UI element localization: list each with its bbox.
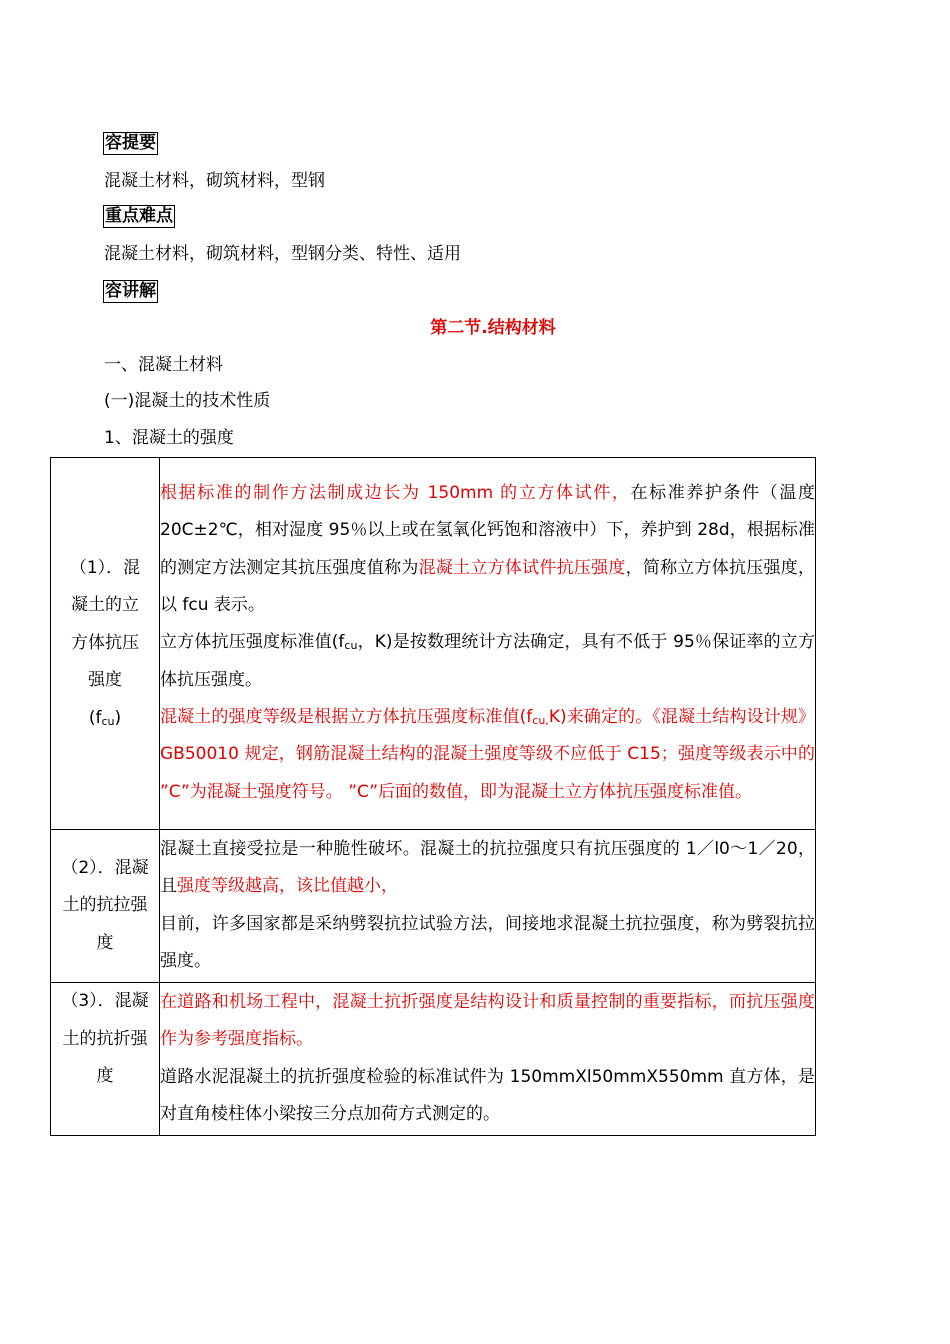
paragraph: 立方体抗压强度标准值($f_{cu}$，K)是按数理统计方法确定，具有不低于 95％保证率的立方体抗压强度。 [160, 632, 815, 690]
paragraph: 混凝土的强度等级是根据立方体抗压强度标准值$(f_{cu,}K)$来确定的。《混凝土结构设计规》GB50010 规定，钢筋混凝土结构的混凝土强度等级不应低于 C15；强度等级表示中的 ”C”为混凝土强度符号。 ”C”后面的数值，即为混凝土立方体抗压强度标准值。 [160, 706, 815, 802]
row-label-symbol: $(f_{cu})$ [88, 707, 122, 728]
row-label-text: （1）．混凝土的立方体抗压强度 [69, 557, 141, 691]
row-content-tensile [160, 830, 816, 983]
summary-heading: 容提要 [105, 133, 156, 153]
heading-level-2: (一)混凝土的技术性质 [104, 391, 271, 411]
row-content-compressive [160, 458, 816, 830]
key-points-text: 混凝土材料，砌筑材料，型钢分类、特性、适用 [104, 244, 461, 264]
row-label-compressive [51, 458, 160, 830]
summary-text: 混凝土材料，砌筑材料，型钢 [104, 171, 325, 191]
table-row [51, 830, 816, 983]
heading-level-1: 一、混凝土材料 [104, 355, 223, 375]
heading-level-3: 1、混凝土的强度 [104, 428, 234, 448]
paragraph: 道路水泥混凝土的抗折强度检验的标准试件为 150mmXl50mmX550mm 直方体，是对直角棱柱体小梁按三分点加荷方式测定的。 [160, 1066, 815, 1125]
table-row [51, 983, 816, 1136]
lecture-heading: 容讲解 [105, 281, 156, 301]
paragraph: 混凝土直接受拉是一种脆性破坏。混凝土的抗拉强度只有抗压强度的 1／l0～1／20，且强度等级越高，该比值越小， [160, 839, 815, 897]
row-label-flexural: （3）．混凝土的抗折强度 [51, 983, 160, 1136]
row-label-tensile: （2）．混凝土的抗拉强度 [51, 830, 160, 983]
row-content-flexural [160, 983, 816, 1136]
section-title: 第二节.结构材料 [430, 318, 556, 338]
concrete-strength-table [50, 457, 816, 1136]
paragraph: 在道路和机场工程中，混凝土抗折强度是结构设计和质量控制的重要指标，而抗压强度作为参考强度指标。 [160, 992, 815, 1050]
paragraph: 目前，许多国家都是采纳劈裂抗拉试验方法，间接地求混凝土抗拉强度，称为劈裂抗拉强度。 [160, 913, 815, 971]
table-row [51, 458, 816, 830]
paragraph: 根据标准的制作方法制成边长为 150mm 的立方体试件，在标准养护条件（温度 20C±2℃，相对湿度 95％以上或在氢氧化钙饱和溶液中）下，养护到 28d，根据标准的测定方法测定其抗压强度值称为混凝土立方体试件抗压强度，简称立方体抗压强度，以 fcu 表示。 [160, 483, 816, 616]
key-points-heading: 重点难点 [105, 206, 173, 226]
